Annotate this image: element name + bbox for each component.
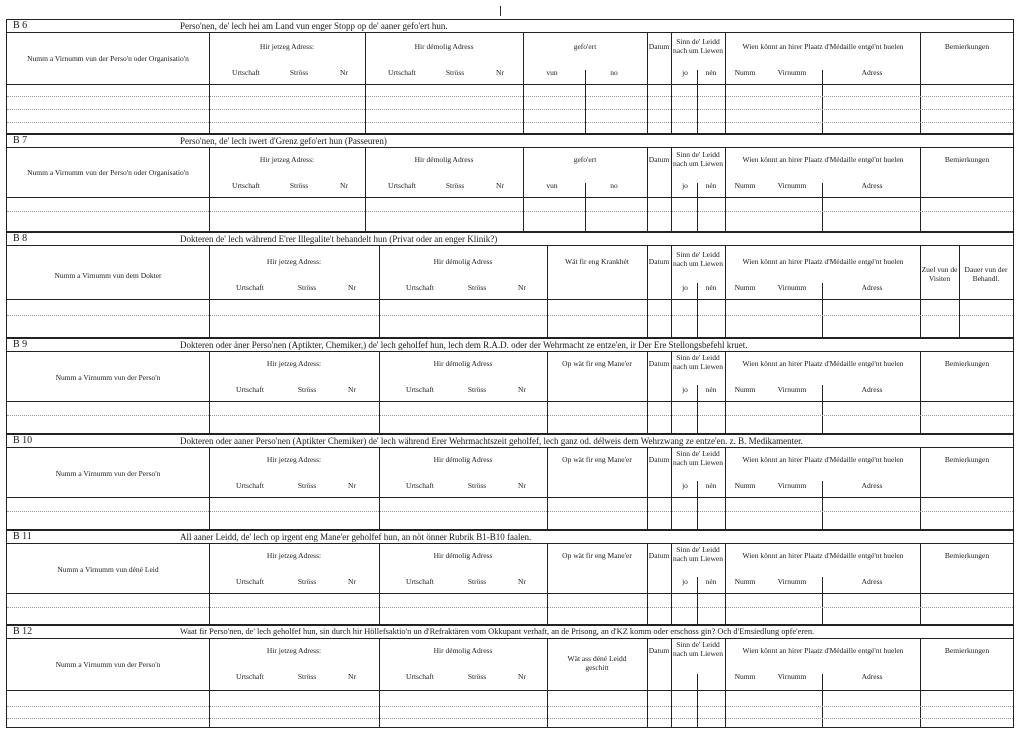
date-header: Datum [648,455,670,464]
section-title: Dokteren de' lech während E'rer Illegalite't behandelt hun (Privat oder an enger Klinik?) [180,234,498,244]
name-column-header: Numm a Virnumm vun der Perso'n oder Organisatio'n [27,54,189,63]
current-address-header: Hir jetzeg Adress: [266,646,322,655]
former-address-header: Hir démolig Adress [433,646,493,655]
section-title: Perso'nen, de' lech hei am Land vun enger Stopp op de' aaner gefo'ert hun. [180,21,448,31]
number-label: Nr [348,385,356,394]
medal-recipient-header: Wien könnt an hirer Plaatz d'Médaille entgé'nt huelen [742,646,904,655]
street-label: Ströss [297,672,317,681]
section-b8 [6,232,1014,338]
life-danger-header: Sinn de' Leidd nach um Liewen [673,353,723,371]
illness-header: Wät fir eng Krankhét [565,257,629,266]
firstname-label: Virnumm [777,481,807,490]
address-label: Adress [861,181,883,190]
to-label: no [610,68,618,77]
medal-recipient-header: Wien könnt an hirer Plaatz d'Médaille entgé'nt huelen [742,455,904,464]
section-code: B 8 [13,233,28,244]
locality-label: Urtschaft [406,481,434,490]
life-danger-header: Sinn de' Leidd nach um Liewen [673,640,723,658]
section-b9 [6,338,1014,434]
medal-recipient-header: Wien könnt an hirer Plaatz d'Médaille entgé'nt huelen [742,257,904,266]
yes-label: jo [682,481,688,490]
street-label: Ströss [297,385,317,394]
section-title: Dokteren oder aaner Perso'nen (Aptikter Chemiker) de' lech während Erer Wehrmachtszeit geholfef, lech ganz od. délweis dem Wehrzwang ze entze'en. z. B. Medikamenter. [180,436,803,446]
no-label: nén [705,181,717,190]
date-header: Datum [648,646,670,655]
number-label: Nr [496,181,504,190]
yes-label: jo [682,68,688,77]
number-label: Nr [348,577,356,586]
number-label: Nr [340,181,348,190]
medal-recipient-header: Wien könnt an hirer Plaatz d'Médaille entgé'nt huelen [742,155,904,164]
former-address-header: Hir démolig Adress [433,257,493,266]
firstname-label: Virnumm [777,385,807,394]
former-address-header: Hir démolig Adress [414,155,474,164]
locality-label: Urtschaft [388,181,416,190]
yes-label: jo [682,577,688,586]
name-column-header: Numm a Virnumm vun der Perso'n [55,660,161,669]
medal-recipient-header: Wien könnt an hirer Plaatz d'Médaille entgé'nt huelen [742,42,904,51]
surname-label: Numm [734,68,756,77]
number-label: Nr [348,481,356,490]
number-label: Nr [518,385,526,394]
from-label: vun [546,68,558,77]
street-label: Ströss [445,68,465,77]
number-label: Nr [348,672,356,681]
life-danger-header: Sinn de' Leidd nach um Liewen [673,545,723,563]
medal-recipient-header: Wien könnt an hirer Plaatz d'Médaille entgé'nt huelen [742,551,904,560]
transported-header: gefo'ert [573,155,597,164]
yes-label: jo [682,385,688,394]
locality-label: Urtschaft [236,481,264,490]
number-label: Nr [518,283,526,292]
date-header: Datum [648,42,670,51]
locality-label: Urtschaft [406,385,434,394]
section-code: B 12 [13,626,33,637]
name-column-header: Numm a Virnumm vun der Perso'n [55,373,161,382]
remarks-header: Bemierkungen [944,42,990,51]
address-label: Adress [861,385,883,394]
surname-label: Numm [734,181,756,190]
transported-header: gefo'ert [573,42,597,51]
section-code: B 10 [13,435,33,446]
locality-label: Urtschaft [236,283,264,292]
no-label: nén [705,68,717,77]
name-column-header: Numm a Virnumm vun der Perso'n [55,469,161,478]
locality-label: Urtschaft [232,68,260,77]
former-address-header: Hir démolig Adress [414,42,474,51]
date-header: Datum [648,359,670,368]
life-danger-header: Sinn de' Leidd nach um Liewen [673,250,723,268]
life-danger-header: Sinn de' Leidd nach um Liewen [673,150,723,168]
street-label: Ströss [297,283,317,292]
remarks-header: Bemierkungen [944,359,990,368]
firstname-label: Virnumm [777,672,807,681]
street-label: Ströss [445,181,465,190]
manner-header: Op wät fir eng Mane'er [562,551,632,560]
former-address-header: Hir démolig Adress [433,551,493,560]
street-label: Ströss [289,181,309,190]
address-label: Adress [861,68,883,77]
locality-label: Urtschaft [236,672,264,681]
section-code: B 11 [13,531,32,542]
locality-label: Urtschaft [406,672,434,681]
current-address-header: Hir jetzeg Adress: [266,551,322,560]
street-label: Ströss [467,577,487,586]
top-tick-mark [500,6,501,16]
number-label: Nr [518,577,526,586]
number-label: Nr [496,68,504,77]
former-address-header: Hir démolig Adress [433,455,493,464]
life-danger-header: Sinn de' Leidd nach um Liewen [673,37,723,55]
locality-label: Urtschaft [406,577,434,586]
surname-label: Numm [734,385,756,394]
number-label: Nr [340,68,348,77]
section-b7 [6,134,1014,232]
locality-label: Urtschaft [232,181,260,190]
current-address-header: Hir jetzeg Adress: [259,42,315,51]
medal-recipient-header: Wien könnt an hirer Plaatz d'Médaille entgé'nt huelen [742,359,904,368]
no-label: nén [705,283,717,292]
surname-label: Numm [734,283,756,292]
section-b11 [6,530,1014,625]
current-address-header: Hir jetzeg Adress: [266,257,322,266]
address-label: Adress [861,481,883,490]
manner-header: Op wät fir eng Mane'er [562,455,632,464]
yes-label: jo [682,181,688,190]
no-label: nén [705,481,717,490]
street-label: Ströss [467,385,487,394]
section-b6 [6,19,1014,134]
number-label: Nr [518,481,526,490]
section-code: B 7 [13,135,28,146]
street-label: Ströss [467,283,487,292]
section-b10 [6,434,1014,530]
surname-label: Numm [734,672,756,681]
locality-label: Urtschaft [406,283,434,292]
current-address-header: Hir jetzeg Adress: [266,359,322,368]
address-label: Adress [861,577,883,586]
street-label: Ströss [297,481,317,490]
name-column-header: Numm a Virnumm vun dem Dokter [54,271,162,280]
manner-header: Op wät fir eng Mane'er [562,359,632,368]
from-label: vun [546,181,558,190]
surname-label: Numm [734,577,756,586]
remarks-header: Bemierkungen [944,455,990,464]
name-column-header: Numm a Virnumm vun der Perso'n oder Organisatio'n [27,168,189,177]
section-code: B 6 [13,20,28,31]
no-label: nén [705,385,717,394]
to-label: no [610,181,618,190]
firstname-label: Virnumm [777,181,807,190]
street-label: Ströss [297,577,317,586]
street-label: Ströss [467,672,487,681]
name-column-header: Numm a Virnumm vun déné Leid [57,565,159,574]
firstname-label: Virnumm [777,577,807,586]
surname-label: Numm [734,481,756,490]
current-address-header: Hir jetzeg Adress: [259,155,315,164]
section-title: Waat fir Perso'nen, de' lech geholfef hun, sin durch hir Höllefsaktio'n un d'Refraktären vom Okkupant verhaft, an de Prisong, an d'KZ komm oder erschoss gin? Och d'Emsiedlung opfe'eren. [180,627,815,636]
date-header: Datum [648,551,670,560]
former-address-header: Hir démolig Adress [433,359,493,368]
street-label: Ströss [467,481,487,490]
address-label: Adress [861,672,883,681]
life-danger-header: Sinn de' Leidd nach um Liewen [673,449,723,467]
date-header: Datum [648,257,670,266]
locality-label: Urtschaft [388,68,416,77]
section-title: All aaner Leidd, de' lech op irgent eng Mane'er geholfef hun, an nöt önner Rubrik B1-B10 faalen. [180,532,532,542]
no-label: nén [705,577,717,586]
remarks-header: Bemierkungen [944,155,990,164]
visits-count-header: Zuel vun de Visiten [921,265,958,283]
remarks-header: Bemierkungen [944,551,990,560]
section-title: Dokteren oder äner Perso'nen (Aptikter, Chemiker,) de' lech geholfef hun, lech dem R.A.D. oder der Wehrmacht ze entze'en, ir Der Ere Stellongsbefehl kruet. [180,340,748,350]
number-label: Nr [348,283,356,292]
firstname-label: Virnumm [777,283,807,292]
number-label: Nr [518,672,526,681]
remarks-header: Bemierkungen [944,646,990,655]
locality-label: Urtschaft [236,577,264,586]
firstname-label: Virnumm [777,68,807,77]
date-header: Datum [648,155,670,164]
treatment-duration-header: Dauer vun der Behandl. [964,265,1008,283]
what-happened-header: Wät ass déné Leidd geschitt [567,654,627,672]
section-b12 [6,625,1014,728]
locality-label: Urtschaft [236,385,264,394]
current-address-header: Hir jetzeg Adress: [266,455,322,464]
yes-label: jo [682,283,688,292]
section-code: B 9 [13,339,28,350]
section-title: Perso'nen, de' lech iwert d'Grenz gefo'ert hun (Passeuren) [180,136,387,146]
street-label: Ströss [289,68,309,77]
address-label: Adress [861,283,883,292]
